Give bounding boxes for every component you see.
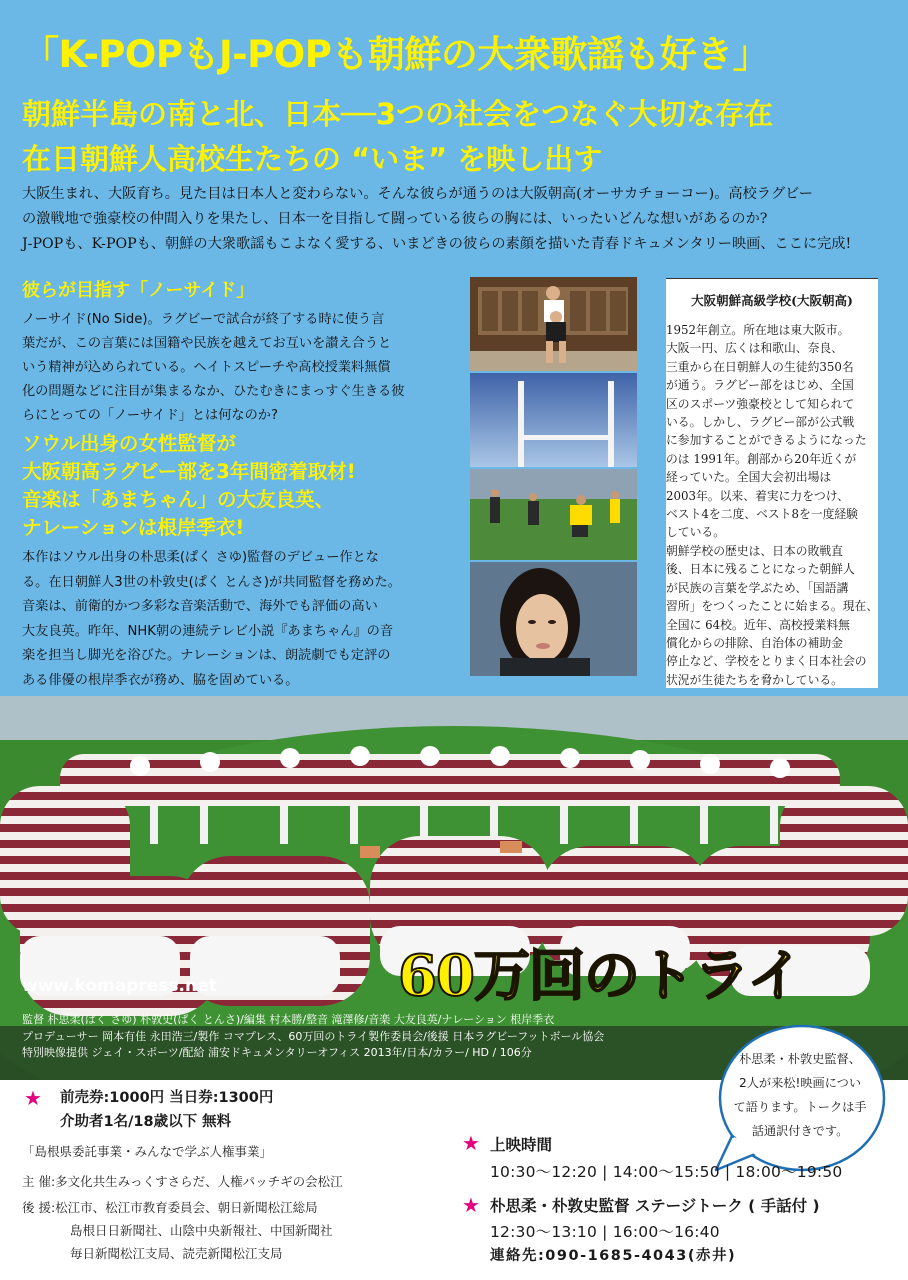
school-title: 大阪朝鮮高級学校(大阪朝高) bbox=[691, 293, 853, 308]
goal-posts-photo bbox=[470, 373, 637, 467]
school-line: が民族の言葉を学ぶため、「国語講 bbox=[666, 580, 849, 595]
headline-tagline: 在日朝鮮人高校生たちの “いま” を映し出す bbox=[22, 142, 603, 176]
credits-line: プロデューサー 岡本有佳 永田浩三/製作 コマプレス、60万回のトライ製作委員会/後援 日本ラグビーフットボール協会 bbox=[22, 1029, 605, 1043]
school-line: 朝鮮学校の歴史は、日本の敗戦直 bbox=[666, 543, 843, 558]
star-icon: ★ bbox=[24, 1086, 42, 1110]
bubble-line: 朴思柔・朴敦史監督、 bbox=[739, 1052, 861, 1066]
bubble-line: 話通訳付きです。 bbox=[751, 1124, 849, 1138]
noside-line: らにとっての「ノーサイド」とは何なのか? bbox=[22, 408, 278, 423]
school-line: 1952年創立。所在地は東大阪市。 bbox=[666, 323, 850, 337]
school-body bbox=[666, 321, 878, 689]
website-url: www.komapress.net bbox=[22, 976, 217, 996]
director-line: ある俳優の根岸季衣が務め、脇を固めている。 bbox=[22, 672, 299, 688]
project-name: 「島根県委託事業・みんなで学ぶ人権事業」 bbox=[22, 1144, 273, 1159]
organizer-line: 主 催:多文化共生みっくすさらだ、人権パッチギの会松江 bbox=[22, 1174, 343, 1189]
school-line: 三重から在日朝鮮人の生徒約350名 bbox=[666, 359, 854, 374]
director-body bbox=[22, 546, 447, 693]
noside-heading: 彼らが目指す「ノーサイド」 bbox=[22, 280, 255, 301]
talk-title: 朴思柔・朴敦史監督 ステージトーク ( 手話付 ) bbox=[490, 1197, 820, 1215]
support-line: 後 援:松江市、松江市教育委員会、朝日新聞松江総局 bbox=[22, 1200, 318, 1215]
headline-subtitle: 朝鮮半島の南と北、日本──3つの社会をつなぐ大切な存在 bbox=[22, 97, 774, 131]
school-line: ベスト4を二度、ベスト8を一度経験 bbox=[666, 507, 858, 522]
director-heading-line: 大阪朝高ラグビー部を3年間密着取材! bbox=[22, 460, 356, 483]
director-heading-line: ナレーションは根岸季衣! bbox=[22, 516, 245, 539]
school-line: 状況が生徒たちを脅かしている。 bbox=[666, 672, 843, 687]
school-line: が通う。ラグビー部をはじめ、全国 bbox=[666, 378, 854, 393]
ticket-free-line: 介助者1名/18歳以下 無料 bbox=[60, 1114, 232, 1130]
credits-line: 監督 朴思柔(ぱく さゆ) 朴敦史(ぱく とんさ)/編集 村本勝/整音 滝澤修/音楽 大友良英/ナレーション 根岸季衣 bbox=[22, 1013, 555, 1026]
director-line: 楽を担当し脚光を浴びた。ナレーションは、朗読劇でも定評の bbox=[22, 648, 391, 663]
bubble-line: 2人が来松!映画につい bbox=[738, 1076, 862, 1090]
school-line: 2003年。以来、着実に力をつけ、 bbox=[666, 488, 849, 503]
ticket-prices bbox=[60, 1086, 273, 1134]
school-line: いる。しかし、ラグビー部が公式戦 bbox=[666, 415, 855, 430]
intro-line: の激戦地で強豪校の仲間入りを果たし、日本一を目指して闘っている彼らの胸には、いったいどんな想いがあるのか? bbox=[22, 211, 768, 227]
locker-room-photo bbox=[470, 277, 637, 371]
bubble-line: て語ります。トークは手 bbox=[733, 1100, 867, 1114]
director-line: 本作はソウル出身の朴思柔(ぱく さゆ)監督のデビュー作とな bbox=[22, 550, 379, 565]
school-info-box bbox=[666, 278, 878, 688]
noside-body bbox=[22, 308, 442, 428]
headline-quote: 「K-POPもJ-POPも朝鮮の大衆歌謡も好き」 bbox=[22, 33, 770, 76]
intro-line: 大阪生まれ、大阪育ち。見た目は日本人と変わらない。そんな彼らが通うのは大阪朝高(オーサカチョーコー)。高校ラグビー bbox=[22, 186, 813, 202]
intro-line: J-POPも、K-POPも、朝鮮の大衆歌謡もこよなく愛する、いまどきの彼らの素顔を描いた青春ドキュメンタリー映画、ここに完成! bbox=[22, 236, 852, 252]
director-line: 大友良英。昨年、NHK朝の連続テレビ小説『あまちゃん』の音 bbox=[22, 623, 394, 639]
school-line: 償化からの排除、自治体の補助金 bbox=[666, 635, 843, 650]
school-line: 後、日本に残ることになった朝鮮人 bbox=[666, 562, 855, 577]
director-line: る。在日朝鮮人3世の朴敦史(ぱく とんさ)が共同監督を務めた。 bbox=[22, 574, 401, 590]
film-credits bbox=[22, 1012, 604, 1062]
school-line: 全国に 64校。近年、高校授業料無 bbox=[666, 617, 850, 632]
director-heading bbox=[22, 430, 452, 542]
contact-line: 連絡先:090-1685-4043(赤井) bbox=[490, 1248, 737, 1264]
noside-line: いう精神が込められている。ヘイトスピーチや高校授業料無償 bbox=[22, 360, 391, 375]
school-line: 経っていた。全国大会初出場は bbox=[666, 470, 832, 485]
film-title: 60万回のトライ bbox=[398, 943, 803, 1009]
school-line: 停止など、学校をとりまく日本社会の bbox=[666, 654, 867, 669]
star-icon: ★ bbox=[462, 1193, 480, 1217]
school-line: 区のスポーツ強豪校として知られて bbox=[666, 396, 855, 411]
intro-paragraph bbox=[22, 182, 888, 257]
noside-line: 葉だが、この言葉には国籍や民族を越えてお互いを讃え合うと bbox=[22, 336, 392, 351]
rugby-practice-photo bbox=[470, 469, 637, 560]
ticket-price-line: 前売券:1000円 当日券:1300円 bbox=[60, 1090, 274, 1106]
director-line: 音楽は、前衛的かつ多彩な音楽活動で、海外でも評価の高い bbox=[22, 599, 378, 614]
star-icon: ★ bbox=[462, 1131, 480, 1155]
noside-line: ノーサイド(No Side)。ラグビーで試合が終了する時に使う言 bbox=[22, 312, 385, 327]
school-line: に参加することができるようになった bbox=[666, 433, 867, 448]
director-heading-line: 音楽は「あまちゃん」の大友良英、 bbox=[22, 488, 335, 511]
talk-times: 12:30〜13:10 | 16:00〜16:40 bbox=[490, 1223, 720, 1241]
speech-bubble-text bbox=[720, 1047, 880, 1143]
school-line: 大阪一円、広くは和歌山、奈良、 bbox=[666, 341, 843, 356]
schedule-title: 上映時間 bbox=[490, 1136, 553, 1154]
school-line: している。 bbox=[666, 525, 725, 540]
director-heading-line: ソウル出身の女性監督が bbox=[22, 432, 236, 455]
credits-line: 特別映像提供 ジェイ・スポーツ/配給 浦安ドキュメンタリーオフィス 2013年/日本/カラー/ HD / 106分 bbox=[22, 1046, 532, 1059]
schedule-times: 10:30〜12:20 | 14:00〜15:50 | 18:00〜19:50 bbox=[490, 1163, 843, 1181]
noside-line: 化の問題などに注目が集まるなか、ひたむきにまっすぐ生きる彼 bbox=[22, 384, 405, 399]
school-line: のは 1991年。創部から20年近くが bbox=[666, 451, 857, 466]
support-line: 島根日日新聞社、山陰中央新報社、中国新聞社 bbox=[70, 1223, 333, 1238]
support-line: 毎日新聞松江支局、読売新聞松江支局 bbox=[70, 1246, 283, 1261]
student-portrait-photo bbox=[470, 562, 637, 676]
school-line: 習所」をつくったことに始まる。現在、 bbox=[666, 599, 879, 614]
